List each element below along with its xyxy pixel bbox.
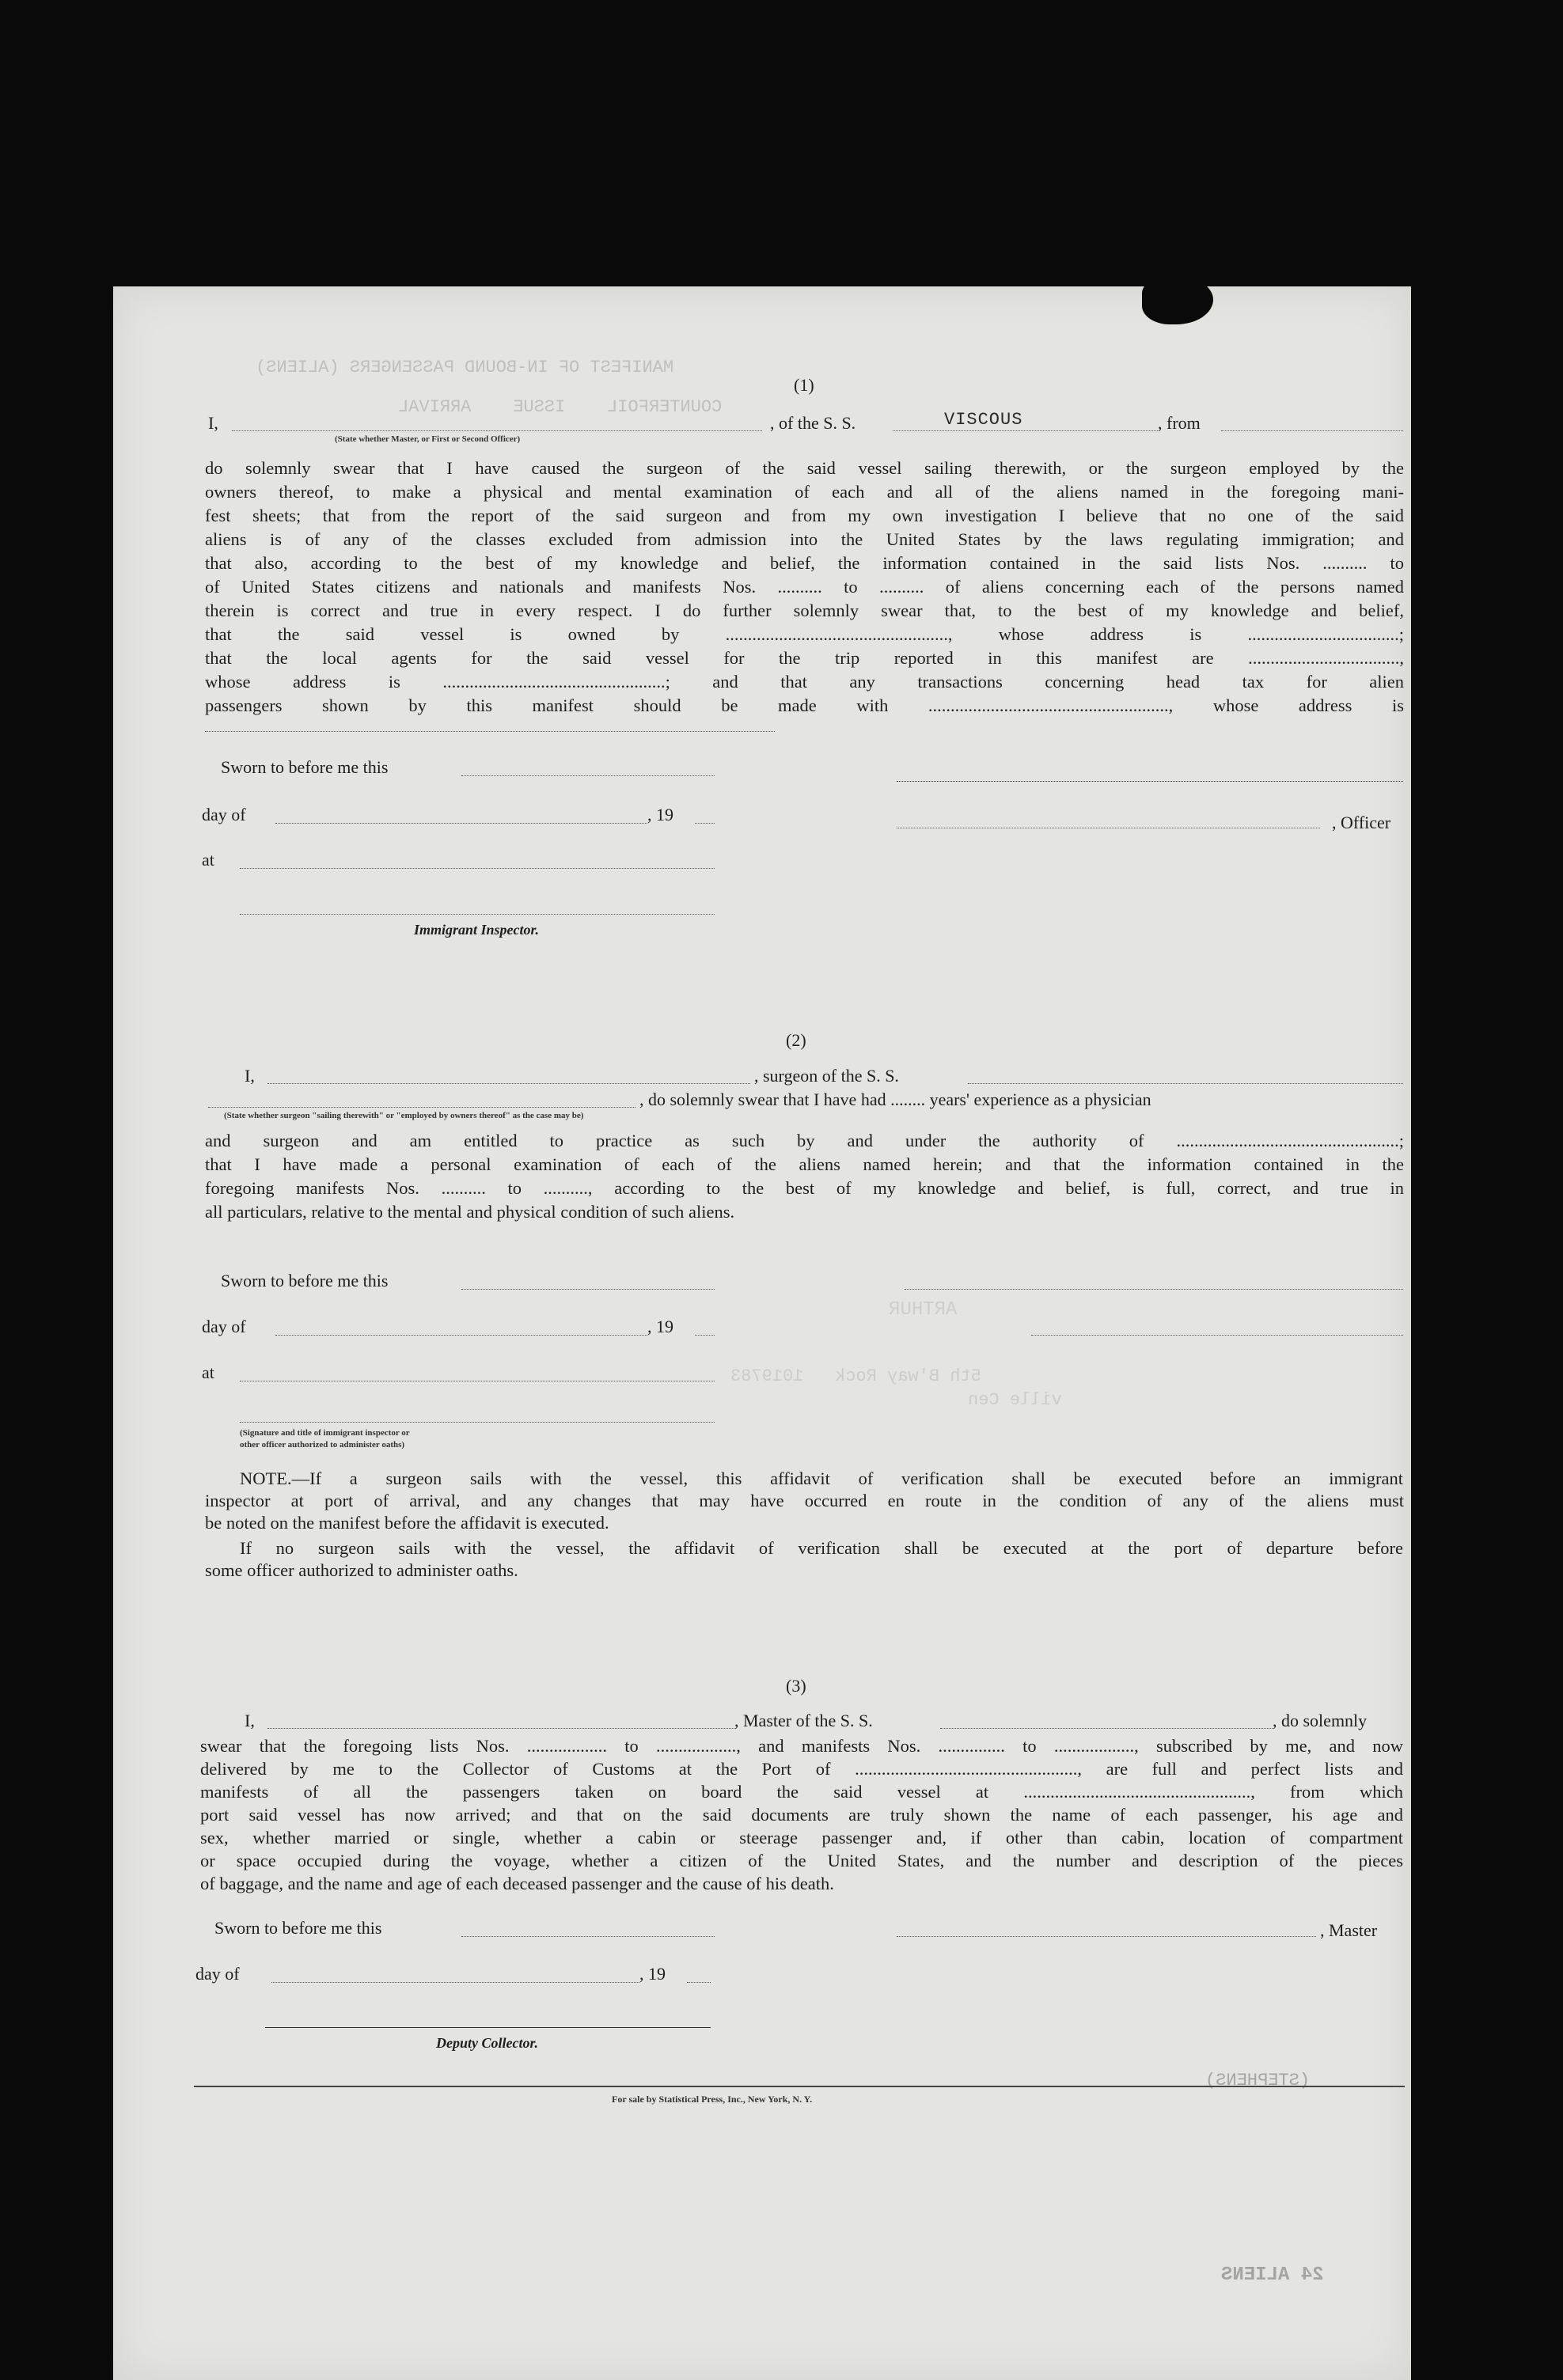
section-2-ship-field — [968, 1083, 1403, 1084]
bleed-through-line: COUNTERFOIL ISSUE ARRIVAL — [398, 397, 723, 417]
section-3-nineteen: , 19 — [639, 1964, 666, 1984]
section-2-signature-hint-1: (Signature and title of immigrant inspector or — [240, 1428, 410, 1438]
bleed-through-stephens: (STEPHENS) — [1205, 2071, 1311, 2090]
section-3-sworn-field — [461, 1936, 715, 1937]
section-1-i: I, — [208, 413, 218, 433]
section-1-inspector-line — [240, 914, 715, 915]
section-1-sworn: Sworn to before me this — [221, 757, 389, 777]
section-3-body-2: manifests of all the passengers taken on board the said vessel at ..................................................., from which — [200, 1782, 1403, 1802]
footer-printer: For sale by Statistical Press, Inc., New York, N. Y. — [612, 2094, 813, 2105]
surgeon-role-field — [208, 1107, 635, 1108]
section-2-year-field — [695, 1335, 715, 1336]
section-1-body-4: that also, according to the best of my knowledge and belief, the information contained in the said lists Nos. .......... to — [205, 553, 1404, 573]
section-1-body-0: do solemnly swear that I have caused the surgeon of the said vessel sailing therewith, or the surgeon employed by the — [205, 458, 1404, 478]
section-3-ship-field — [940, 1728, 1273, 1729]
ship-name-field — [893, 430, 1158, 431]
punch-hole — [1450, 2018, 1488, 2056]
section-1-body-2: fest sheets; that from the report of the said surgeon and from my own investigation I believe that no one of the said — [205, 506, 1404, 525]
agent-address-field — [205, 731, 775, 732]
bleed-through-ville: ville Cen — [968, 1390, 1062, 1410]
section-2-note-0: NOTE.—If a surgeon sails with the vessel, this affidavit of verification shall be executed before an immigrant — [240, 1469, 1403, 1488]
section-3-number: (3) — [786, 1676, 806, 1696]
punch-hole — [1450, 820, 1488, 858]
section-2-note-1: inspector at port of arrival, and any changes that may have occurred en route in the condition of any of the aliens must — [205, 1491, 1404, 1510]
punch-hole — [1450, 946, 1488, 984]
section-3-body-4: sex, whether married or single, whether a cabin or steerage passenger and, if other than cabin, location of compartment — [200, 1828, 1403, 1848]
section-3-day-field — [271, 1982, 639, 1983]
section-1-body-8: that the local agents for the said vessel for the trip reported in this manifest are .................................., — [205, 648, 1404, 668]
section-1-year-field — [695, 823, 715, 824]
section-1-sworn-field — [461, 775, 715, 776]
officer-name-field — [232, 430, 762, 431]
section-2-body-0: and surgeon and am entitled to practice as such by and under the authority of ..................................................; — [205, 1131, 1404, 1150]
section-1-body-5: of United States citizens and nationals and manifests Nos. .......... to .......... of aliens concerning each of the persons named — [205, 577, 1404, 597]
section-1-body-3: aliens is of any of the classes excluded from admission into the United States by the laws regulating immigration; and — [205, 529, 1404, 549]
section-2-signature-hint-2: other officer authorized to administer oaths) — [240, 1440, 405, 1450]
manifest-page — [113, 286, 1411, 2380]
section-1-from: , from — [1158, 413, 1201, 433]
section-1-signature-line — [897, 781, 1403, 782]
section-2-inspector-line — [240, 1422, 715, 1423]
bleed-through-title: MANIFEST OF IN-BOUND PASSENGERS (ALIENS) — [256, 358, 674, 377]
section-2-note-2: be noted on the manifest before the affidavit is executed. — [205, 1513, 609, 1533]
section-1-officer: , Officer — [1332, 813, 1391, 832]
punch-hole — [1450, 445, 1488, 483]
section-1-role-hint: (State whether Master, or First or Second Officer) — [335, 434, 521, 444]
section-2-title-line — [1031, 1335, 1403, 1336]
punch-hole — [1450, 1844, 1488, 1882]
section-2-swear: , do solemnly swear that I have had ........ years' experience as a physician — [639, 1090, 1151, 1109]
section-1-day-of: day of — [202, 805, 246, 824]
master-name-field — [267, 1728, 734, 1729]
section-2-i: I, — [245, 1066, 255, 1086]
punch-hole — [1450, 1907, 1488, 1945]
section-3-master-line — [897, 1936, 1316, 1937]
footer-rule — [194, 2086, 1405, 2087]
section-2-body-1: that I have made a personal examination of each of the aliens named herein; and that the information contained in the — [205, 1154, 1404, 1174]
section-2-nineteen: , 19 — [647, 1317, 673, 1336]
section-2-body-3: all particulars, relative to the mental and physical condition of such aliens. — [205, 1202, 735, 1222]
punch-hole — [1450, 758, 1488, 796]
bleed-through-count: 24 ALIENS — [1221, 2264, 1324, 2286]
section-2-day-field — [275, 1335, 647, 1336]
section-3-master: , Master — [1320, 1920, 1378, 1940]
section-1-at: at — [202, 850, 214, 870]
section-3-collector-line — [265, 2027, 711, 2028]
section-2-signature-line — [905, 1289, 1403, 1290]
bleed-through-arthur: ARTHUR — [889, 1299, 958, 1321]
section-2-sworn: Sworn to before me this — [221, 1271, 389, 1290]
torn-corner — [1142, 277, 1213, 324]
section-2-note2-1: some officer authorized to administer oaths. — [205, 1560, 518, 1580]
section-1-body-9: whose address is ..................................................; and that any transactions concerning head tax for alien — [205, 672, 1404, 692]
section-1-day-field — [275, 823, 647, 824]
section-3-day-of: day of — [195, 1964, 240, 1984]
section-1-body-7: that the said vessel is owned by .................................................., whose address is ..................................; — [205, 624, 1404, 644]
section-3-body-3: port said vessel has now arrived; and that on the said documents are truly shown the name of each passenger, his age and — [200, 1805, 1403, 1825]
section-3-do-solemnly: , do solemnly — [1273, 1711, 1368, 1730]
section-2-sworn-field — [461, 1289, 715, 1290]
section-3-body-0: swear that the foregoing lists Nos. .................. to .................., and manifests Nos. ............... to .................., subscribed by me, and now — [200, 1736, 1403, 1756]
section-1-body-6: therein is correct and true in every respect. I do further solemnly swear that, to the best of my knowledge and belief, — [205, 601, 1404, 620]
bleed-through-rock: 5th B'way Rock 1019783 — [730, 1366, 981, 1386]
section-2-surgeon-of: , surgeon of the S. S. — [754, 1066, 899, 1086]
section-3-year-field — [687, 1982, 711, 1983]
section-3-i: I, — [245, 1711, 255, 1730]
section-1-inspector: Immigrant Inspector. — [414, 922, 540, 938]
section-3-collector: Deputy Collector. — [436, 2035, 538, 2051]
ship-name-typed: VISCOUS — [944, 410, 1023, 430]
section-2-body-2: foregoing manifests Nos. .......... to .........., according to the best of my knowledge and belief, is full, correct, and true in — [205, 1178, 1404, 1198]
section-2-number: (2) — [786, 1030, 806, 1050]
section-3-body-6: of baggage, and the name and age of each deceased passenger and the cause of his death. — [200, 1874, 834, 1893]
punch-hole — [1450, 2255, 1488, 2293]
section-2-role-hint: (State whether surgeon "sailing therewith" or "employed by owners thereof" as the case may be) — [224, 1111, 584, 1120]
surgeon-name-field — [267, 1083, 750, 1084]
section-2-day-of: day of — [202, 1317, 246, 1336]
section-2-note2-0: If no surgeon sails with the vessel, the affidavit of verification shall be executed at the port of departure before — [240, 1538, 1403, 1558]
section-3-master-of: , Master of the S. S. — [734, 1711, 873, 1730]
punch-hole — [1450, 1757, 1488, 1794]
section-3-body-1: delivered by me to the Collector of Customs at the Port of .................................................., are full and perfect lists and — [200, 1759, 1403, 1779]
section-1-nineteen: , 19 — [647, 805, 673, 824]
section-1-body-1: owners thereof, to make a physical and mental examination of each and all of the aliens named in the foregoing mani- — [205, 482, 1404, 502]
section-1-of-ss: , of the S. S. — [770, 413, 856, 433]
section-1-body-10: passengers shown by this manifest should be made with ......................................................, whose address is — [205, 695, 1404, 715]
punch-hole — [1450, 334, 1488, 372]
section-2-at: at — [202, 1362, 214, 1382]
section-3-body-5: or space occupied during the voyage, whether a citizen of the United States, and the number and description of the pieces — [200, 1851, 1403, 1870]
punch-hole — [1450, 1317, 1488, 1355]
section-1-at-field — [240, 868, 715, 869]
from-port-field — [1221, 430, 1403, 431]
section-3-sworn: Sworn to before me this — [214, 1918, 382, 1938]
punch-hole — [1450, 1237, 1488, 1275]
section-1-number: (1) — [794, 375, 814, 395]
